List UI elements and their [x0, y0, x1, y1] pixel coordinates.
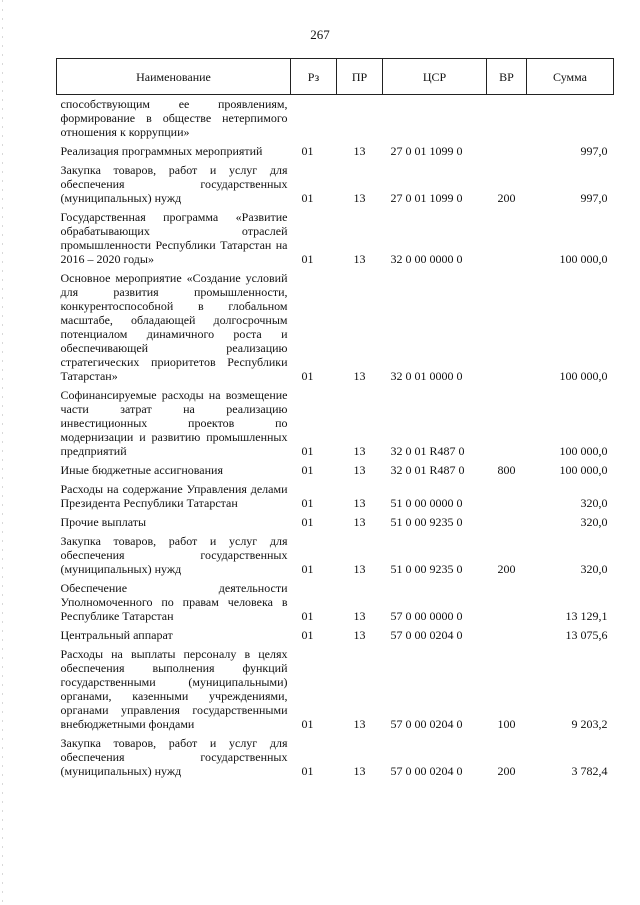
cell-rz: 01 — [301, 444, 314, 458]
cell-name: Закупка товаров, работ и услуг для обеспечения государственных (муниципальных) нужд — [60, 163, 288, 205]
cell-sum: 100 000,0 — [559, 252, 608, 266]
cell-name: способствующим ее проявлениям, формирование в обществе нетерпимого отношения к коррупции» — [60, 97, 288, 139]
cell-pr — [337, 95, 383, 143]
cell-name: Закупка товаров, работ и услуг для обеспечения государственных (муниципальных) нужд — [60, 736, 288, 778]
header-pr: ПР — [337, 59, 383, 95]
page-number: 267 — [310, 27, 330, 42]
table-header — [57, 59, 614, 95]
header-vr: ВР — [487, 59, 527, 95]
cell-rz: 01 — [301, 609, 314, 623]
cell-csr: 51 0 00 9235 0 — [390, 562, 463, 576]
cell-name: Иные бюджетные ассигнования — [60, 463, 223, 477]
cell-sum: 100 000,0 — [559, 444, 608, 458]
cell-rz: 01 — [301, 717, 314, 731]
cell-vr: 200 — [497, 191, 516, 205]
cell-csr: 32 0 01 R487 0 — [390, 463, 465, 477]
cell-csr: 32 0 01 0000 0 — [390, 369, 463, 383]
cell-csr — [383, 95, 487, 143]
table-row — [57, 208, 614, 269]
cell-csr: 51 0 00 0000 0 — [390, 496, 463, 510]
cell-rz: 01 — [301, 496, 314, 510]
cell-vr: 800 — [497, 463, 516, 477]
cell-pr: 13 — [353, 562, 366, 576]
cell-pr: 13 — [353, 496, 366, 510]
cell-name: Расходы на выплаты персоналу в целях обеспечения выполнения функций государственными (муниципальными) органами, казенными учреждениями, органами управления государственными внебюджетными фондами — [60, 647, 288, 731]
table-row — [57, 161, 614, 208]
cell-sum: 9 203,2 — [571, 717, 608, 731]
cell-pr: 13 — [353, 515, 366, 529]
cell-name: Софинансируемые расходы на возмещение части затрат на реализацию инвестиционных проектов по модернизации и развитию промышленных предприятий — [60, 388, 288, 458]
cell-pr: 13 — [353, 764, 366, 778]
cell-pr: 13 — [353, 444, 366, 458]
table-row — [57, 626, 614, 645]
cell-vr — [487, 513, 527, 532]
cell-vr — [487, 626, 527, 645]
cell-name: Прочие выплаты — [60, 515, 147, 529]
header-name: Наименование — [57, 59, 291, 95]
cell-sum: 13 129,1 — [565, 609, 608, 623]
cell-rz: 01 — [301, 144, 314, 158]
cell-csr: 57 0 00 0204 0 — [390, 628, 463, 642]
cell-rz — [291, 95, 337, 143]
cell-pr: 13 — [353, 463, 366, 477]
cell-rz: 01 — [301, 628, 314, 642]
cell-pr: 13 — [353, 628, 366, 642]
cell-name: Расходы на содержание Управления делами Президента Республики Татарстан — [60, 482, 288, 510]
cell-rz: 01 — [301, 252, 314, 266]
table-row — [57, 95, 614, 143]
cell-rz: 01 — [301, 463, 314, 477]
cell-sum — [527, 95, 614, 143]
cell-pr: 13 — [353, 191, 366, 205]
table-row — [57, 513, 614, 532]
cell-vr — [487, 208, 527, 269]
cell-name: Основное мероприятие «Создание условий для развития промышленности, конкурентоспособной в глобальном масштабе, обладающей долгосрочным потенциалом динамичного роста и обеспечивающей реализацию стратегических приоритетов Республики Татарстан» — [60, 271, 288, 383]
cell-csr: 57 0 00 0000 0 — [390, 609, 463, 623]
cell-csr: 27 0 01 1099 0 — [390, 191, 463, 205]
cell-csr: 57 0 00 0204 0 — [390, 717, 463, 731]
cell-vr — [487, 269, 527, 386]
table-row — [57, 645, 614, 734]
cell-pr: 13 — [353, 144, 366, 158]
header-sum: Сумма — [527, 59, 614, 95]
cell-pr: 13 — [353, 609, 366, 623]
cell-sum: 13 075,6 — [565, 628, 608, 642]
cell-pr: 13 — [353, 252, 366, 266]
table-row — [57, 480, 614, 513]
cell-rz: 01 — [301, 515, 314, 529]
cell-name: Реализация программных мероприятий — [60, 144, 263, 158]
cell-sum: 3 782,4 — [571, 764, 608, 778]
table-row — [57, 461, 614, 480]
table-row — [57, 386, 614, 461]
table-row — [57, 579, 614, 626]
cell-sum: 100 000,0 — [559, 463, 608, 477]
cell-vr — [487, 386, 527, 461]
cell-vr — [487, 95, 527, 143]
cell-name: Закупка товаров, работ и услуг для обеспечения государственных (муниципальных) нужд — [60, 534, 288, 576]
cell-rz: 01 — [301, 369, 314, 383]
cell-sum: 320,0 — [580, 496, 608, 510]
cell-csr: 32 0 01 R487 0 — [390, 444, 465, 458]
budget-table — [56, 58, 614, 781]
cell-sum: 320,0 — [580, 562, 608, 576]
cell-sum: 320,0 — [580, 515, 608, 529]
cell-name: Обеспечение деятельности Уполномоченного по правам человека в Республике Татарстан — [60, 581, 288, 623]
cell-pr: 13 — [353, 717, 366, 731]
header-row — [57, 59, 614, 95]
cell-csr: 32 0 00 0000 0 — [390, 252, 463, 266]
table-row — [57, 269, 614, 386]
scan-edge-mark — [2, 0, 3, 905]
cell-vr — [487, 579, 527, 626]
cell-csr: 57 0 00 0204 0 — [390, 764, 463, 778]
cell-sum: 997,0 — [580, 144, 608, 158]
cell-rz: 01 — [301, 562, 314, 576]
header-rz: Рз — [291, 59, 337, 95]
header-csr: ЦСР — [383, 59, 487, 95]
cell-name: Центральный аппарат — [60, 628, 173, 642]
table-row — [57, 734, 614, 781]
table-row — [57, 532, 614, 579]
table-body — [57, 95, 614, 782]
table-row — [57, 142, 614, 161]
cell-sum: 997,0 — [580, 191, 608, 205]
cell-vr: 200 — [497, 562, 516, 576]
cell-vr: 200 — [497, 764, 516, 778]
cell-vr — [487, 480, 527, 513]
cell-name: Государственная программа «Развитие обрабатывающих отраслей промышленности Республики Татарстан на 2016 – 2020 годы» — [60, 210, 288, 266]
cell-sum: 100 000,0 — [559, 369, 608, 383]
cell-rz: 01 — [301, 191, 314, 205]
cell-csr: 27 0 01 1099 0 — [390, 144, 463, 158]
cell-csr: 51 0 00 9235 0 — [390, 515, 463, 529]
cell-pr: 13 — [353, 369, 366, 383]
cell-rz: 01 — [301, 764, 314, 778]
cell-vr: 100 — [497, 717, 516, 731]
cell-vr — [487, 142, 527, 161]
